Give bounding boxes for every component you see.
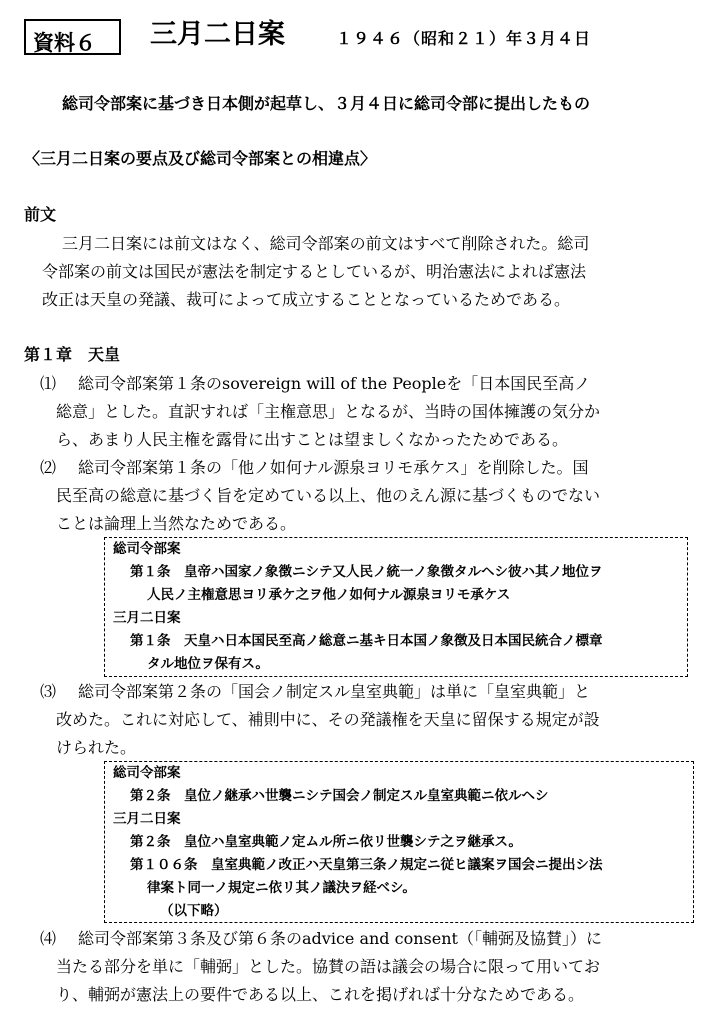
box-article-line: 人民ノ主権意思ヨリ承ケ之ヲ他ノ如何ナル源泉ヨリモ承ケス — [147, 587, 511, 603]
document-subtitle: 総司令部案に基づき日本側が起草し、３月４日に総司令部に提出したもの — [62, 94, 591, 113]
box-omitted-note: （以下略） — [160, 903, 228, 919]
preamble-line: 三月二日案には前文はなく、総司令部案の前文はすべて削除された。総司 — [62, 234, 590, 253]
preamble-line: 改正は天皇の発議、裁可によって成立することとなっているためである。 — [42, 290, 571, 309]
item-line: 総司令部案第３条及び第６条のadvice and consent（「輔弼及協賛」）に — [78, 929, 602, 948]
chapter-heading: 第１章 天皇 — [24, 345, 121, 364]
document-label-box — [24, 19, 121, 55]
box-article-line: 第１０６条 皇室典範ノ改正ハ天皇第三条ノ規定ニ従ヒ議案ヲ国会ニ提出シ法 — [130, 857, 603, 873]
item-line: 改めた。これに対応して、補則中に、その発議権を天皇に留保する規定が設 — [56, 710, 600, 729]
item-line: 民至高の総意に基づく旨を定めている以上、他のえん源に基づくものでない — [56, 486, 601, 505]
item-line: 総意」とした。直訳すれば「主権意思」となるが、当時の国体擁護の気分か — [56, 402, 601, 421]
box-article-line: 第１条 皇帝ハ国家ノ象徴ニシテ又人民ノ統一ノ象徴タルヘシ彼ハ其ノ地位ヲ — [130, 564, 603, 580]
item-line: ことは論理上当然なためである。 — [56, 514, 297, 533]
item-line: 総司令部案第１条の「他ノ如何ナル源泉ヨリモ承ケス」を削除した。国 — [78, 458, 589, 477]
box-article-line: 律案ト同一ノ規定ニ依リ其ノ議決ヲ経ベシ。 — [147, 880, 416, 896]
document-date: １９４６（昭和２１）年３月４日 — [336, 29, 592, 48]
box-march2-label: 三月二日案 — [113, 811, 181, 827]
preamble-heading: 前文 — [24, 205, 57, 224]
section-heading: 〈三月二日案の要点及び総司令部案との相違点〉 — [24, 149, 377, 168]
box-ghq-label: 総司令部案 — [113, 765, 181, 781]
item-line: 当たる部分を単に「輔弼」とした。協賛の語は議会の場合に限って用いてお — [56, 957, 601, 976]
preamble-line: 令部案の前文は国民が憲法を制定するとしているが、明治憲法によれば憲法 — [42, 262, 587, 281]
item-number: ⑵ — [40, 458, 57, 477]
item-line: けられた。 — [56, 738, 137, 757]
item-number: ⑶ — [40, 682, 57, 701]
item-line: 総司令部案第１条のsovereign will of the Peopleを「日本国民至高ノ — [78, 374, 591, 393]
document-label: 資料６ — [33, 31, 96, 55]
item-number: ⑷ — [40, 929, 57, 948]
box-march2-label: 三月二日案 — [113, 610, 181, 626]
box-article-line: 第２条 皇位ノ継承ハ世襲ニシテ国会ノ制定スル皇室典範ニ依ルヘシ — [130, 788, 549, 804]
box-article-line: タル地位ヲ保有ス。 — [147, 656, 269, 672]
box-ghq-label: 総司令部案 — [113, 541, 181, 557]
item-line: 総司令部案第２条の「国会ノ制定スル皇室典範」は単に「皇室典範」と — [78, 682, 591, 701]
box-article-line: 第１条 天皇ハ日本国民至高ノ総意ニ基キ日本国ノ象徴及日本国民統合ノ標章 — [130, 633, 603, 649]
item-line: ら、あまり人民主権を露骨に出すことは望ましくなかったためである。 — [56, 430, 569, 449]
page-title: 三月二日案 — [150, 19, 285, 50]
item-line: り、輔弼が憲法上の要件である以上、これを掲げれば十分なためである。 — [56, 985, 585, 1004]
box-article-line: 第２条 皇位ハ皇室典範ノ定ムル所ニ依リ世襲シテ之ヲ継承ス。 — [130, 834, 522, 850]
item-number: ⑴ — [40, 374, 57, 393]
